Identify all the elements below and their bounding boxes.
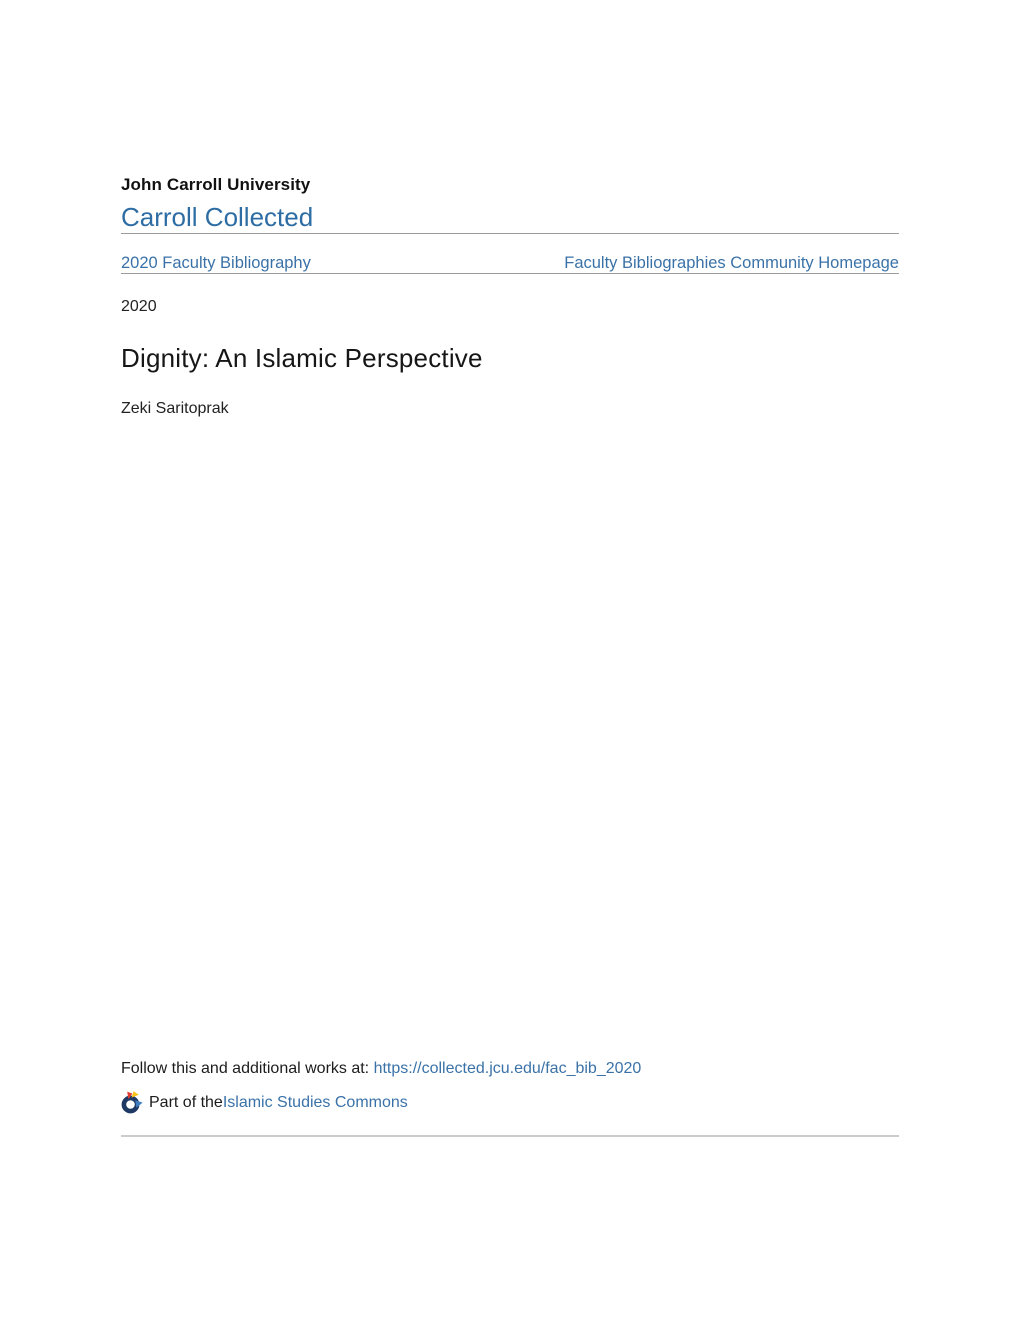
digital-commons-network-icon (121, 1091, 143, 1114)
repository-title-link[interactable]: Carroll Collected (121, 202, 314, 232)
follow-works-line (121, 1060, 899, 1078)
institution-name: John Carroll University (121, 175, 311, 194)
repository-url-link[interactable]: https://collected.jcu.edu/fac_bib_2020 (373, 1060, 642, 1077)
community-homepage-link[interactable]: Faculty Bibliographies Community Homepage (564, 254, 899, 272)
collection-nav (121, 254, 899, 273)
work-author: Zeki Saritoprak (121, 400, 229, 417)
part-of-text: Part of the (149, 1093, 223, 1111)
work-title: Dignity: An Islamic Perspective (121, 343, 483, 373)
collection-link[interactable]: 2020 Faculty Bibliography (121, 254, 311, 272)
work-metadata (121, 298, 899, 418)
repository-footer (121, 1060, 899, 1137)
commons-discipline-link[interactable]: Islamic Studies Commons (222, 1093, 408, 1111)
nav-divider (121, 273, 899, 274)
part-of-line (121, 1091, 899, 1114)
top-divider (121, 233, 899, 234)
masthead (121, 0, 899, 233)
publication-year: 2020 (121, 298, 157, 315)
bottom-divider (121, 1135, 899, 1137)
follow-works-text: Follow this and additional works at: (121, 1060, 374, 1077)
